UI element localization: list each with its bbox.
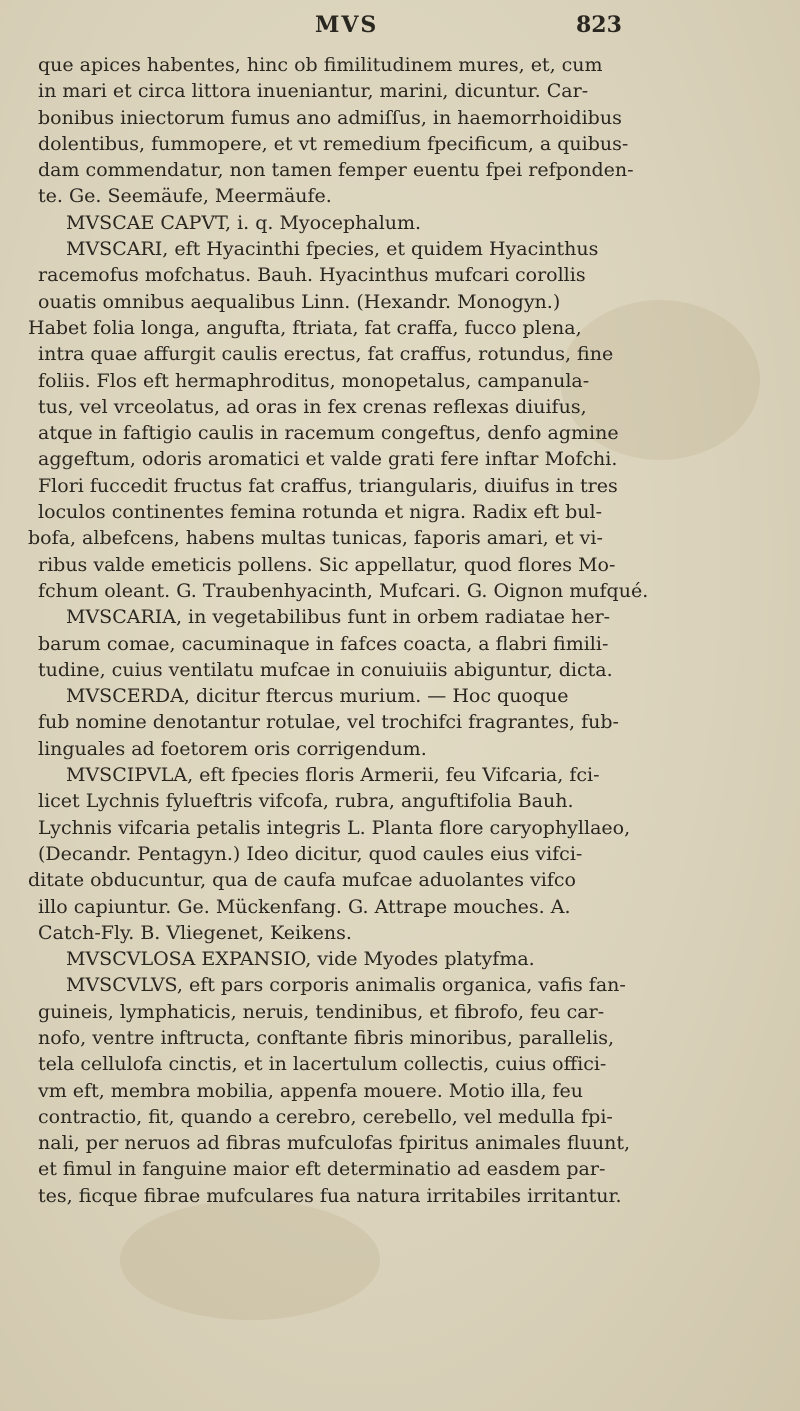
text-line: nali, per neruos ad fibras mufculofas fpiritus animales fluunt,: [38, 1132, 630, 1155]
entry-heading-line: MVSCARI, eft Hyacinthi fpecies, et quidem Hyacinthus: [66, 238, 599, 261]
text-line: loculos continentes femina rotunda et nigra. Radix eft bul-: [38, 501, 603, 524]
page-header: [250, 10, 800, 50]
entry-heading-line: MVSCIPVLA, eft fpecies floris Armerii, feu Vifcaria, fci-: [66, 764, 600, 787]
entry-heading-line: MVSCERDA, dicitur ftercus murium. — Hoc quoque: [66, 685, 569, 708]
text-line: te. Ge. Seemäufe, Meermäufe.: [38, 185, 332, 208]
text-line: tela cellulofa cinctis, et in lacertulum collectis, cuius offici-: [38, 1053, 607, 1076]
text-line: et fimul in fanguine maior eft determinatio ad easdem par-: [38, 1158, 606, 1181]
text-line: tes, ficque fibrae mufculares fua natura irritabiles irritantur.: [38, 1184, 622, 1207]
text-line: licet Lychnis fylueftris vifcofa, rubra, anguftifolia Bauh.: [38, 790, 574, 813]
text-line: aggeftum, odoris aromatici et valde grati fere inftar Mofchi.: [38, 448, 618, 471]
text-line: Habet folia longa, angufta, ftriata, fat craffa, fucco plena,: [28, 316, 582, 339]
text-line: ribus valde emeticis pollens. Sic appellatur, quod flores Mo-: [38, 553, 616, 576]
dictionary-text: [28, 52, 753, 1209]
text-line: bonibus iniectorum fumus ano admiſſus, in haemorrhoidibus: [38, 106, 622, 129]
text-line: guineis, lymphaticis, neruis, tendinibus, et fibrofo, feu car-: [38, 1000, 605, 1023]
text-line: tudine, cuius ventilatu mufcae in conuiuiis abiguntur, dicta.: [38, 658, 613, 681]
text-line: Catch-Fly. B. Vliegenet, Keikens.: [38, 921, 352, 944]
text-line: dam commendatur, non tamen femper euentu fpei refponden-: [38, 159, 634, 182]
text-line: Flori fuccedit fructus fat craffus, triangularis, diuifus in tres: [38, 474, 618, 497]
text-line: fchum oleant. G. Traubenhyacinth, Mufcari. G. Oignon mufqué.: [38, 579, 649, 602]
text-line: foliis. Flos eft hermaphroditus, monopetalus, campanula-: [38, 369, 590, 392]
text-line: que apices habentes, hinc ob fimilitudinem mures, et, cum: [38, 54, 603, 76]
paper-stain: [120, 1200, 380, 1320]
text-line: Lychnis vifcaria petalis integris L. Planta flore caryophyllaeo,: [38, 816, 631, 839]
text-line: vm eft, membra mobilia, appenfa mouere. Motio illa, feu: [38, 1079, 584, 1102]
text-line: racemofus mofchatus. Bauh. Hyacinthus mufcari corollis: [38, 264, 586, 287]
page-number: 823: [576, 12, 622, 38]
text-line: (Decandr. Pentagyn.) Ideo dicitur, quod caules eius vifci-: [38, 842, 583, 865]
entry-heading-line: MVSCAE CAPVT, i. q. Myocephalum.: [66, 211, 422, 234]
text-line: tus, vel vrceolatus, ad oras in fex crenas reflexas diuifus,: [38, 395, 587, 418]
text-line: bofa, albefcens, habens multas tunicas, faporis amari, et vi-: [28, 527, 603, 550]
text-line: in mari et circa littora inueniantur, marini, dicuntur. Car-: [38, 80, 589, 103]
text-line: ditate obducuntur, qua de caufa mufcae aduolantes vifco: [28, 869, 576, 892]
entry-heading-line: MVSCVLOSA EXPANSIO, vide Myodes platyfma.: [66, 948, 535, 971]
text-line: fub nomine denotantur rotulae, vel trochifci fragrantes, fub-: [38, 711, 619, 734]
text-line: barum comae, cacuminaque in fafces coacta, a flabri fimili-: [38, 632, 609, 655]
text-line: nofo, ventre inftructa, conftante fibris minoribus, parallelis,: [38, 1026, 615, 1049]
text-line: atque in faftigio caulis in racemum congeftus, denfo agmine: [38, 422, 619, 445]
entry-heading-line: MVSCARIA, in vegetabilibus funt in orbem radiatae her-: [66, 606, 611, 629]
text-line: intra quae affurgit caulis erectus, fat craffus, rotundus, fine: [38, 343, 614, 366]
text-line: illo capiuntur. Ge. Mückenfang. G. Attrape mouches. A.: [38, 895, 571, 918]
text-line: contractio, fit, quando a cerebro, cerebello, vel medulla fpi-: [38, 1105, 613, 1128]
text-line: dolentibus, fummopere, et vt remedium fpecificum, a quibus-: [38, 132, 629, 155]
text-line: ouatis omnibus aequalibus Linn. (Hexandr. Monogyn.): [38, 290, 561, 313]
entry-heading-line: MVSCVLVS, eft pars corporis animalis organica, vafis fan-: [66, 974, 626, 997]
text-line: linguales ad foetorem oris corrigendum.: [38, 737, 427, 760]
running-head: MVS: [315, 12, 379, 38]
